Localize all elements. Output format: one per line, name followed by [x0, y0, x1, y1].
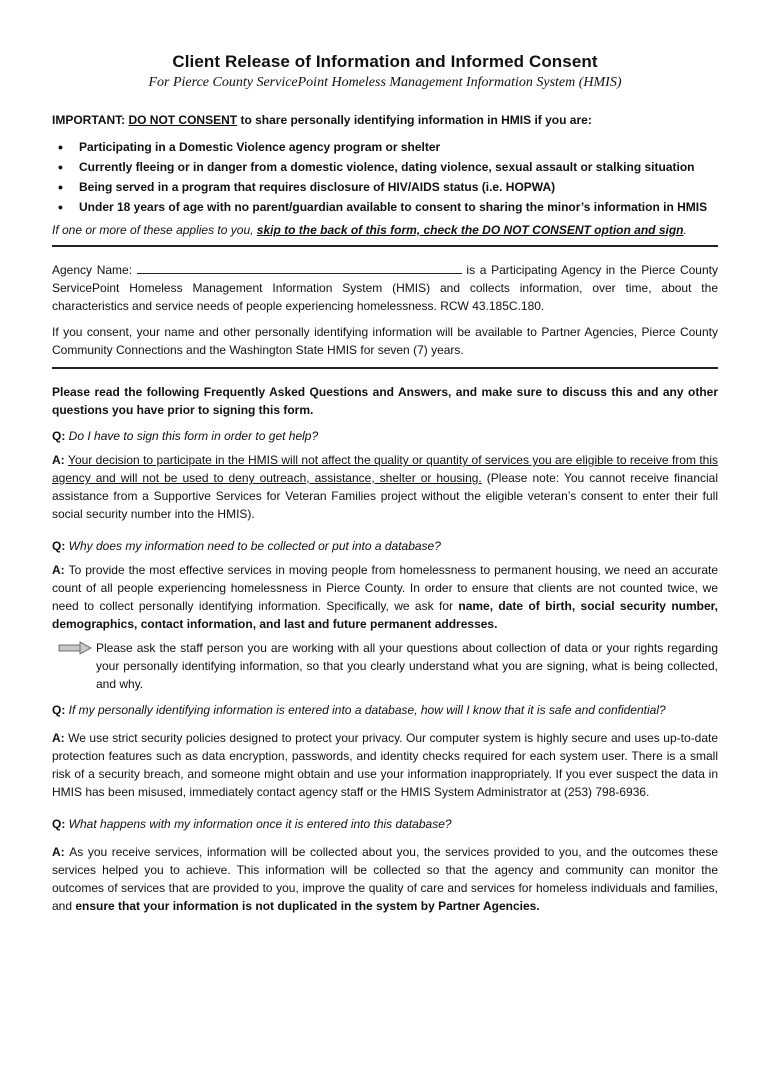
consent-paragraph: If you consent, your name and other personally identifying information will be available to Partner Agencies, Pierce County Community Connections and the Washington State HMIS for seven (7) years. — [52, 325, 718, 357]
question-2 — [52, 537, 718, 555]
note-text: Please ask the staff person you are working with all your questions about collection of data or your rights regarding your personally identifying information, so that you clearly understand what you are signing, what is being collected, and why. — [96, 641, 718, 691]
agency-paragraph — [52, 261, 718, 315]
a-label: A: — [52, 731, 69, 745]
q-label: Q: — [52, 703, 69, 717]
answer-text: (Please note: You cannot receive financial assistance from a Supportive Services for Veteran Families project without the eligible veteran’s consent to enter their full social security number into the HMIS). — [52, 471, 719, 521]
answer-1 — [52, 451, 718, 523]
question-text: Do I have to sign this form in order to get help? — [68, 429, 319, 443]
question-text: If my personally identifying information is entered into a database, how will I know that it is safe and confidential? — [68, 703, 666, 717]
q-label: Q: — [52, 539, 69, 553]
question-1 — [52, 427, 718, 445]
answer-bold: name, date of birth, social security number, demographics, contact information, and last and future permanent addresses. — [52, 599, 718, 631]
question-text: What happens with my information once it is entered into this database? — [68, 817, 452, 831]
page-title: Client Release of Information and Informed Consent — [172, 52, 598, 71]
arrow-right-icon — [58, 641, 92, 655]
applies-instruction — [52, 223, 718, 237]
agency-label: Agency Name: — [52, 263, 137, 277]
question-3 — [52, 701, 718, 719]
list-item: • Being served in a program that requires disclosure of HIV/AIDS status (i.e. HOPWA) — [52, 177, 718, 197]
document-page — [0, 52, 770, 1076]
answer-text: We use strict security policies designed to protect your privacy. Our computer system is highly secure and uses up-to-date protection features such as data encryption, passwords, and identity checks required for each system user. There is a small risk of a security breach, and someone might obtain and use your information inappropriately. If you ever suspect the data in HMIS has been misused, immediately contact agency staff or the HMIS System Administrator at (253) 798-6936. — [52, 731, 718, 799]
divider — [52, 245, 718, 247]
list-item: • Currently fleeing or in danger from a domestic violence, dating violence, sexual assault or stalking situation — [52, 157, 718, 177]
page-subtitle: For Pierce County ServicePoint Homeless Management Information System (HMIS) — [148, 75, 622, 90]
do-not-consent-emphasis: DO NOT CONSENT — [128, 113, 238, 127]
answer-bold: ensure that your information is not duplicated in the system by Partner Agencies. — [75, 899, 540, 913]
question-text: Why does my information need to be collected or put into a database? — [68, 539, 441, 553]
important-lead: IMPORTANT: — [52, 113, 129, 127]
agency-rest: is a Participating Agency in the Pierce County ServicePoint Homeless Management Information System (HMIS) and collects information, over time, about the characteristics and service needs of people experiencing homelessness. RCW 43.185C.180. — [52, 263, 718, 313]
applies-end: . — [683, 223, 687, 237]
q-label: Q: — [52, 817, 69, 831]
staff-note — [52, 639, 718, 693]
list-item: • Under 18 years of age with no parent/guardian available to consent to sharing the minor’s information in HMIS — [52, 197, 718, 217]
agency-name-field[interactable] — [137, 262, 462, 274]
answer-2 — [52, 561, 718, 633]
a-label: A: — [52, 845, 70, 859]
skip-instruction: skip to the back of this form, check the DO NOT CONSENT option and sign — [256, 223, 684, 237]
answer-underlined: Your decision to participate in the HMIS will not affect the quality or quantity of services you are eligible to receive from this agency and will not be used to deny outreach, assistance, shelter or housing. — [52, 453, 718, 485]
a-label: A: — [52, 453, 69, 467]
important-notice — [52, 113, 718, 127]
exclusion-list — [52, 137, 718, 217]
important-rest: to share personally identifying information in HMIS if you are: — [237, 113, 592, 127]
answer-text: To provide the most effective services in moving people from homelessness to permanent housing, we need an accurate count of all people experiencing homelessness in Pierce County. In order to ensure that clients are not counted twice, we need to collect personally identifying information. Specifically, we ask for — [52, 563, 719, 613]
answer-3 — [52, 729, 718, 801]
list-item: • Participating in a Domestic Violence agency program or shelter — [52, 137, 718, 157]
answer-4 — [52, 843, 718, 915]
applies-lead: If one or more of these applies to you, — [52, 223, 257, 237]
divider — [52, 367, 718, 369]
answer-text: As you receive services, information will be collected about you, the services provided to you, and the outcomes these services helped you to achieve. This information will be collected so that the agency and community can monitor the outcomes of services that are provided to you, improve the quality of care and services for homeless individuals and families, and — [52, 845, 718, 913]
q-label: Q: — [52, 429, 69, 443]
faq-intro: Please read the following Frequently Asked Questions and Answers, and make sure to discuss this and any other questions you have prior to signing this form. — [52, 385, 718, 417]
a-label: A: — [52, 563, 69, 577]
question-4 — [52, 815, 718, 833]
